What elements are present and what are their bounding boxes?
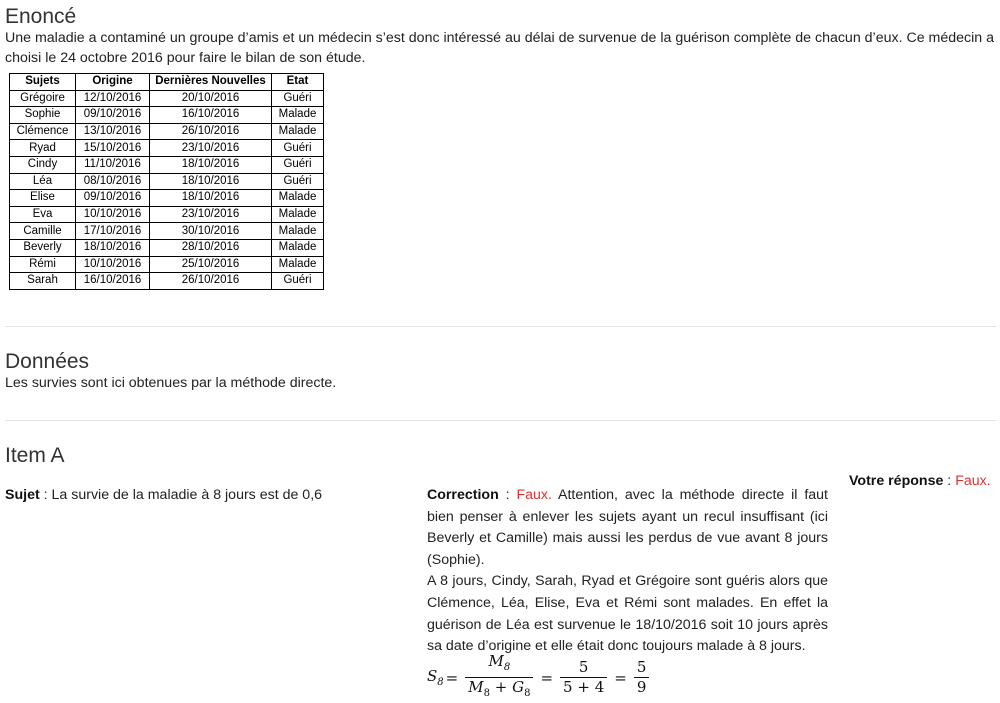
table-cell: Clémence <box>10 123 76 140</box>
f1-num-symbol: M <box>488 652 504 670</box>
sujet-label: Sujet <box>5 487 40 503</box>
formula-lhs <box>427 667 444 688</box>
table-cell: Léa <box>10 173 76 190</box>
f1-num-sub: 8 <box>503 662 511 673</box>
fraction-2-numerator: 5 <box>578 658 589 676</box>
formula-equals: = <box>540 668 554 687</box>
data-table <box>9 73 324 290</box>
table-cell: Guéri <box>272 173 324 190</box>
table-cell: Guéri <box>272 273 324 290</box>
table-cell: Beverly <box>10 239 76 256</box>
correction-paragraph-1 <box>427 485 828 571</box>
table-cell: 26/10/2016 <box>150 123 272 140</box>
table-cell: Malade <box>272 123 324 140</box>
formula-equals: = <box>445 668 459 687</box>
table-cell: Rémi <box>10 256 76 273</box>
f1-den-g: G <box>512 678 525 696</box>
table-cell: Sarah <box>10 273 76 290</box>
correction-verdict: Faux. <box>516 487 552 503</box>
section-divider <box>5 326 996 327</box>
table-header-cell: Origine <box>76 74 150 91</box>
table-row <box>10 223 324 240</box>
table-row <box>10 123 324 140</box>
formula-equals: = <box>614 668 627 687</box>
table-cell: 28/10/2016 <box>150 239 272 256</box>
table-cell: Malade <box>272 107 324 124</box>
item-sujet <box>5 485 322 505</box>
table-cell: Malade <box>272 190 324 207</box>
table-cell: 09/10/2016 <box>76 107 150 124</box>
table-cell: Eva <box>10 206 76 223</box>
table-cell: 18/10/2016 <box>150 156 272 173</box>
table-row <box>10 173 324 190</box>
table-cell: 16/10/2016 <box>76 273 150 290</box>
fraction-3-numerator: 5 <box>636 658 647 676</box>
f1-den-g-sub: 8 <box>524 688 531 699</box>
table-row <box>10 256 324 273</box>
donnees-text: Les survies sont ici obtenues par la méthode directe. <box>5 375 337 391</box>
table-cell: 20/10/2016 <box>150 90 272 107</box>
f1-den-plus: + <box>494 678 508 696</box>
table-cell: 10/10/2016 <box>76 206 150 223</box>
table-cell: 11/10/2016 <box>76 156 150 173</box>
fraction-1-denominator <box>465 677 533 703</box>
table-cell: 23/10/2016 <box>150 140 272 157</box>
fraction-1-numerator <box>485 652 513 677</box>
votre-reponse-label: Votre réponse <box>849 473 944 489</box>
table-cell: Grégoire <box>10 90 76 107</box>
table-cell: 16/10/2016 <box>150 107 272 124</box>
votre-reponse-separator: : <box>943 473 956 489</box>
votre-reponse <box>849 471 991 491</box>
fraction-3-denominator: 9 <box>634 677 650 697</box>
fraction-2-denominator: 5 + 4 <box>560 677 607 697</box>
table-cell: Malade <box>272 256 324 273</box>
table-cell: Cindy <box>10 156 76 173</box>
table-row <box>10 273 324 290</box>
item-title: Item A <box>5 444 65 467</box>
table-cell: 23/10/2016 <box>150 206 272 223</box>
formula-fraction-2 <box>560 658 607 697</box>
table-row <box>10 140 324 157</box>
correction-separator: : <box>498 487 517 503</box>
formula-fraction-1 <box>465 652 533 703</box>
table-cell: Camille <box>10 223 76 240</box>
table-cell: 12/10/2016 <box>76 90 150 107</box>
formula-lhs-sub: 8 <box>437 677 444 688</box>
table-row <box>10 107 324 124</box>
survival-formula <box>427 652 654 703</box>
sujet-text: La survie de la maladie à 8 jours est de 0,6 <box>51 487 323 503</box>
donnees-title: Données <box>5 350 90 373</box>
table-cell: 18/10/2016 <box>150 190 272 207</box>
table-cell: Guéri <box>272 156 324 173</box>
table-row <box>10 90 324 107</box>
table-cell: 09/10/2016 <box>76 190 150 207</box>
table-cell: 15/10/2016 <box>76 140 150 157</box>
table-header-cell: Sujets <box>10 74 76 91</box>
table-row <box>10 206 324 223</box>
table-cell: 13/10/2016 <box>76 123 150 140</box>
table-cell: 17/10/2016 <box>76 223 150 240</box>
table-cell: 18/10/2016 <box>150 173 272 190</box>
correction-block <box>427 485 828 658</box>
table-header-row <box>10 74 324 91</box>
f1-den-m-sub: 8 <box>483 688 490 699</box>
table-body <box>10 90 324 289</box>
table-cell: Malade <box>272 223 324 240</box>
table-cell: Sophie <box>10 107 76 124</box>
correction-text-1: Attention, avec la méthode directe il faut bien penser à enlever les sujets ayant un recul insuffisant (ici Beverly et Camille) mais aussi les perdus de vue avant 8 jours (Sophie). <box>427 487 828 568</box>
table-cell: Guéri <box>272 140 324 157</box>
table-cell: 25/10/2016 <box>150 256 272 273</box>
section-divider <box>5 420 996 421</box>
enonce-text: Une maladie a contaminé un groupe d’amis et un médecin s’est donc intéressé au délai de survenue de la guérison complète de chacun d’eux. Ce médecin a choisi le 24 octobre 2016 pour faire le bilan de son étude. <box>5 30 994 66</box>
table-header-cell: Etat <box>272 74 324 91</box>
table-header-cell: Dernières Nouvelles <box>150 74 272 91</box>
table-cell: 26/10/2016 <box>150 273 272 290</box>
table-cell: 18/10/2016 <box>76 239 150 256</box>
correction-paragraph-2: A 8 jours, Cindy, Sarah, Ryad et Grégoire sont guéris alors que Clémence, Léa, Elise, Eva et Rémi sont malades. En effet la guérison de Léa est survenue le 18/10/2016 soit 10 jours après sa date d’origine et elle était donc toujours malade à 8 jours. <box>427 573 828 655</box>
formula-fraction-3 <box>634 658 650 697</box>
table-cell: 30/10/2016 <box>150 223 272 240</box>
table-row <box>10 156 324 173</box>
table-cell: Elise <box>10 190 76 207</box>
f1-den-m: M <box>468 678 484 696</box>
table-cell: 08/10/2016 <box>76 173 150 190</box>
table-cell: 10/10/2016 <box>76 256 150 273</box>
table-cell: Ryad <box>10 140 76 157</box>
formula-lhs-symbol: S <box>427 667 438 685</box>
table-row <box>10 239 324 256</box>
table-cell: Malade <box>272 206 324 223</box>
correction-label: Correction <box>427 487 499 503</box>
table-cell: Malade <box>272 239 324 256</box>
table-cell: Guéri <box>272 90 324 107</box>
votre-reponse-value: Faux. <box>955 473 991 489</box>
sujet-separator: : <box>39 487 52 503</box>
enonce-title: Enoncé <box>5 5 77 28</box>
table-row <box>10 190 324 207</box>
